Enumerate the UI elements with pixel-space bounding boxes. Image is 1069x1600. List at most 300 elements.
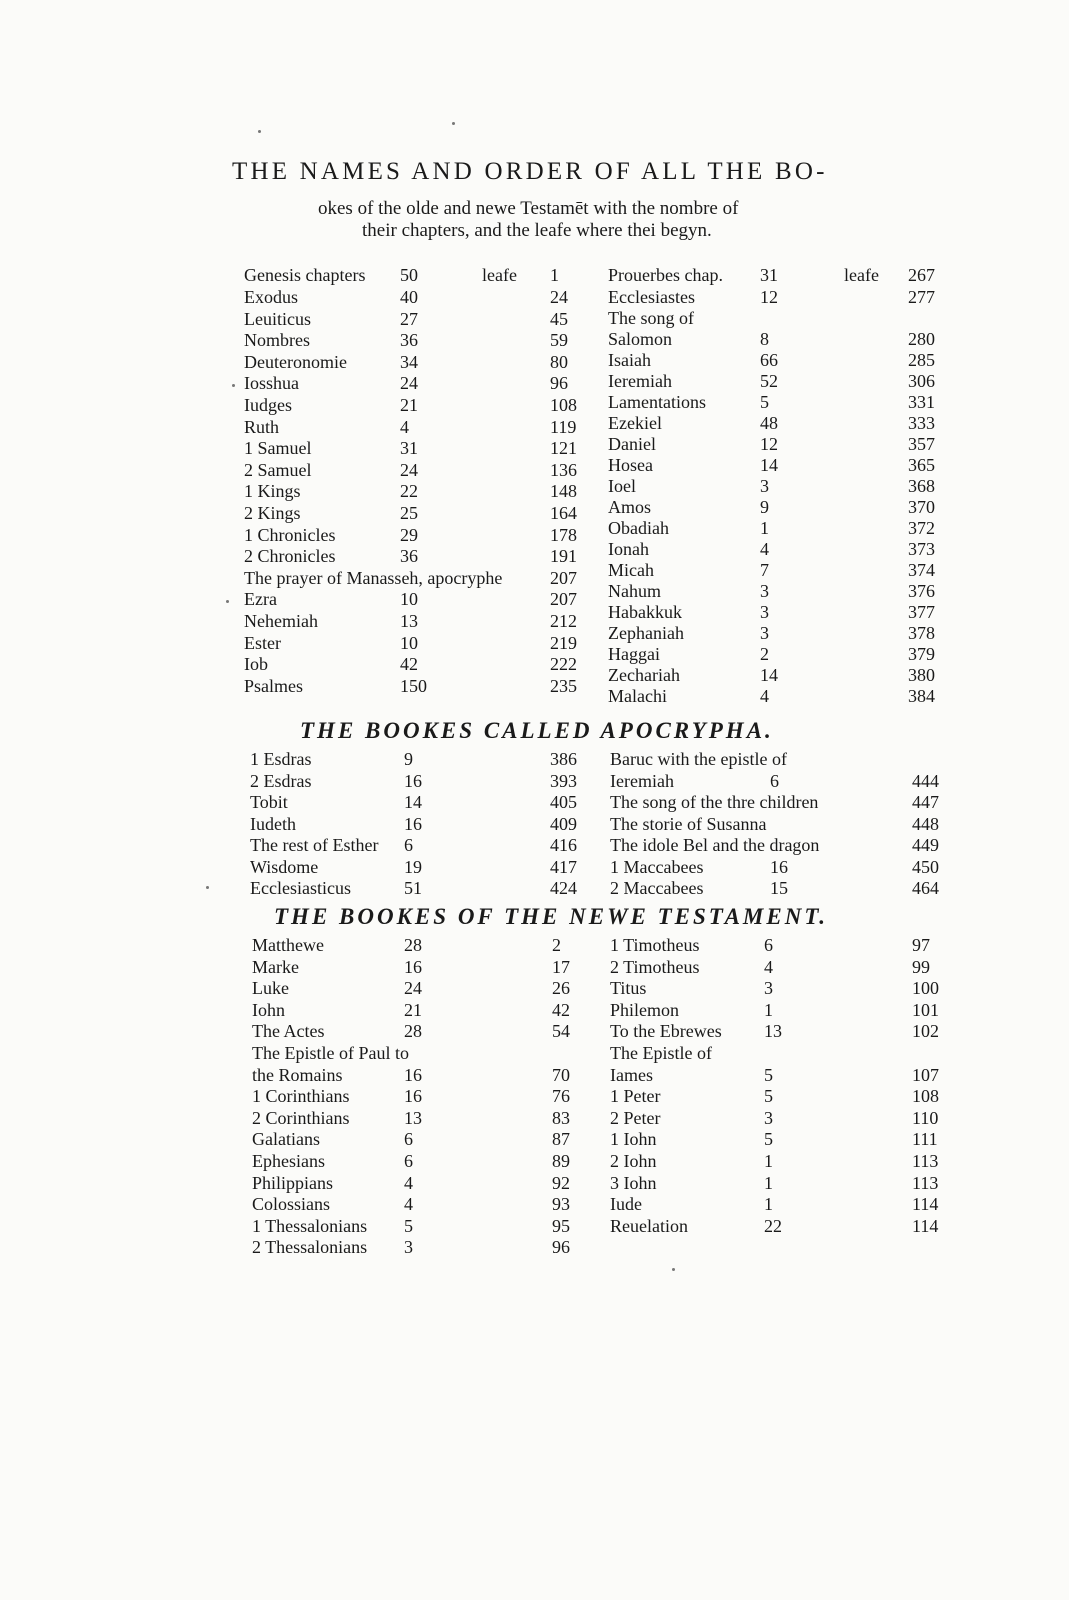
book-name: 2 Peter <box>610 1107 661 1128</box>
book-row <box>252 1215 612 1237</box>
book-name: Deuteronomie <box>244 351 347 372</box>
book-row <box>244 286 610 308</box>
leafe-number: 17 <box>552 956 570 977</box>
leafe-number: 448 <box>912 813 939 834</box>
book-row <box>608 643 968 665</box>
leafe-number: 70 <box>552 1064 570 1085</box>
book-row <box>244 545 610 567</box>
chapter-count: 28 <box>404 1021 422 1042</box>
book-row <box>252 1042 612 1064</box>
book-row <box>244 588 610 610</box>
book-row <box>250 813 610 835</box>
book-row <box>244 329 610 351</box>
leafe-label: leafe <box>844 265 879 285</box>
book-name: Malachi <box>608 686 667 706</box>
chapter-count: 1 <box>764 999 773 1020</box>
leafe-number: 447 <box>912 792 939 812</box>
leafe-number: 59 <box>550 330 568 351</box>
chapter-count: 40 <box>400 287 418 307</box>
leafe-number: 113 <box>912 1151 939 1171</box>
book-row <box>608 370 968 392</box>
book-row <box>244 567 610 589</box>
leafe-number: 368 <box>908 476 935 496</box>
book-name: Obadiah <box>608 518 669 538</box>
leafe-number: 378 <box>908 623 935 643</box>
chapter-count: 21 <box>404 999 422 1020</box>
chapter-count: 27 <box>400 308 418 329</box>
book-name: 2 Kings <box>244 503 301 523</box>
book-name: The song of the thre children <box>610 792 819 812</box>
chapter-count: 50 <box>400 265 418 285</box>
book-name: Philippians <box>252 1172 334 1193</box>
chapter-count: 14 <box>760 665 778 685</box>
book-row <box>252 999 612 1021</box>
book-name: 1 Esdras <box>250 749 312 769</box>
book-name: Marke <box>252 956 299 977</box>
apocrypha-heading: THE BOOKES CALLED APOCRYPHA. <box>300 718 774 743</box>
leafe-number: 331 <box>908 392 935 412</box>
book-name: Lamentations <box>608 392 706 412</box>
book-name: Daniel <box>608 434 656 454</box>
chapter-count: 14 <box>760 455 778 475</box>
leafe-number: 424 <box>550 878 577 898</box>
chapter-count: 16 <box>404 813 422 834</box>
book-name: Amos <box>608 497 652 517</box>
book-name: Psalmes <box>244 675 304 696</box>
book-name: Iudeth <box>250 813 296 834</box>
new-testament-heading: THE BOOKES OF THE NEWE TESTAMENT. <box>274 904 829 929</box>
chapter-count: 19 <box>404 856 422 877</box>
chapter-count: 16 <box>770 856 788 877</box>
book-name: 2 Chronicles <box>244 546 336 567</box>
chapter-count: 1 <box>764 1151 773 1171</box>
chapter-count: 2 <box>760 644 769 664</box>
chapter-count: 16 <box>404 1086 422 1107</box>
book-name: Ezekiel <box>608 413 662 433</box>
page-title: THE NAMES AND ORDER OF ALL THE BO- <box>232 158 828 185</box>
book-row <box>244 480 610 502</box>
leafe-number: 92 <box>552 1172 570 1193</box>
chapter-count: 3 <box>760 623 769 643</box>
book-row <box>252 1128 612 1150</box>
book-name: 1 Iohn <box>610 1129 657 1150</box>
book-name: 2 Esdras <box>250 770 312 791</box>
chapter-count: 31 <box>400 438 418 459</box>
leafe-number: 113 <box>912 1172 939 1193</box>
chapter-count: 22 <box>764 1215 782 1236</box>
chapter-count: 31 <box>760 265 778 285</box>
ink-speck <box>258 130 261 133</box>
book-name: The song of <box>608 308 694 328</box>
chapter-count: 9 <box>760 497 769 517</box>
book-name: Prouerbes chap. <box>608 265 723 285</box>
book-row <box>610 1064 972 1086</box>
leafe-number: 372 <box>908 518 935 538</box>
book-name: Luke <box>252 978 289 999</box>
chapter-count: 3 <box>760 602 769 622</box>
book-row <box>610 834 972 856</box>
book-row <box>610 1085 972 1107</box>
book-name: 3 Iohn <box>610 1172 657 1193</box>
book-row <box>610 791 972 813</box>
leafe-number: 114 <box>912 1215 939 1236</box>
book-name: Isaiah <box>608 350 651 370</box>
leafe-number: 207 <box>550 567 577 588</box>
leafe-number: 377 <box>908 602 935 622</box>
book-row <box>610 1128 972 1150</box>
leafe-number: 444 <box>912 770 939 791</box>
leafe-number: 386 <box>550 749 577 769</box>
chapter-count: 14 <box>404 792 422 812</box>
book-row <box>610 1020 972 1042</box>
leafe-number: 2 <box>552 935 561 955</box>
leafe-number: 119 <box>550 416 577 437</box>
leafe-label: leafe <box>482 265 517 285</box>
book-row <box>252 1150 612 1172</box>
leafe-number: 95 <box>552 1215 570 1236</box>
book-name: Nombres <box>244 330 310 351</box>
book-name: 2 Corinthians <box>252 1107 350 1128</box>
ink-speck <box>232 384 235 387</box>
chapter-count: 13 <box>764 1021 782 1042</box>
book-name: To the Ebrewes <box>610 1021 722 1042</box>
chapter-count: 5 <box>764 1064 773 1085</box>
book-name: The rest of Esther <box>250 835 379 855</box>
book-row <box>608 412 968 434</box>
leafe-number: 365 <box>908 455 935 475</box>
book-name: Salomon <box>608 329 673 349</box>
chapter-count: 6 <box>404 835 413 855</box>
book-name: Leuiticus <box>244 308 311 329</box>
chapter-count: 1 <box>764 1172 773 1193</box>
chapter-count: 10 <box>400 589 418 610</box>
book-name: Micah <box>608 560 654 580</box>
book-name: the Romains <box>252 1064 343 1085</box>
chapter-count: 3 <box>760 581 769 601</box>
chapter-count: 16 <box>404 956 422 977</box>
chapter-count: 6 <box>764 935 773 955</box>
chapter-count: 4 <box>404 1194 413 1215</box>
book-name: 2 Samuel <box>244 459 312 480</box>
chapter-count: 5 <box>404 1215 413 1236</box>
book-row <box>608 517 968 539</box>
book-row <box>608 580 968 602</box>
chapter-count: 4 <box>760 686 769 706</box>
chapter-count: 6 <box>404 1129 413 1150</box>
book-name: Nahum <box>608 581 661 601</box>
chapter-count: 9 <box>404 749 413 769</box>
book-row <box>608 601 968 623</box>
leafe-number: 333 <box>908 413 935 433</box>
leafe-number: 110 <box>912 1107 939 1128</box>
book-row <box>608 286 968 308</box>
book-name: 2 Iohn <box>610 1151 657 1171</box>
book-name: Baruc with the epistle of <box>610 749 787 769</box>
book-name: The Actes <box>252 1021 325 1042</box>
book-row <box>608 433 968 455</box>
book-name: Iude <box>610 1194 642 1215</box>
leafe-number: 191 <box>550 546 577 567</box>
ink-speck <box>452 122 455 125</box>
book-name: Philemon <box>610 999 680 1020</box>
book-name: Ecclesiasticus <box>250 878 351 898</box>
book-row <box>608 475 968 497</box>
leafe-number: 111 <box>912 1129 938 1150</box>
leafe-number: 280 <box>908 329 935 349</box>
leafe-number: 96 <box>552 1237 570 1258</box>
book-row <box>608 349 968 371</box>
chapter-count: 15 <box>770 878 788 898</box>
leafe-number: 219 <box>550 632 577 653</box>
book-row <box>610 856 972 878</box>
book-row <box>244 351 610 373</box>
book-row <box>244 524 610 546</box>
book-name: Ieremiah <box>610 770 674 791</box>
leafe-number: 374 <box>908 560 935 580</box>
book-row <box>610 877 972 899</box>
chapter-count: 36 <box>400 330 418 351</box>
chapter-count: 52 <box>760 371 778 391</box>
book-name: The storie of Susanna <box>610 813 767 834</box>
book-name: Iosshua <box>244 373 299 394</box>
leafe-number: 101 <box>912 999 939 1020</box>
chapter-count: 24 <box>400 373 418 394</box>
book-name: Nehemiah <box>244 611 318 631</box>
leafe-number: 449 <box>912 835 939 855</box>
book-row <box>244 675 610 697</box>
leafe-number: 114 <box>912 1194 939 1215</box>
chapter-count: 7 <box>760 560 769 580</box>
chapter-count: 24 <box>400 459 418 480</box>
book-name: Genesis chapters <box>244 265 366 285</box>
leafe-number: 405 <box>550 792 577 812</box>
chapter-count: 36 <box>400 546 418 567</box>
chapter-count: 4 <box>760 539 769 559</box>
leafe-number: 1 <box>550 265 559 285</box>
leafe-number: 102 <box>912 1021 939 1042</box>
chapter-count: 3 <box>760 476 769 496</box>
leafe-number: 409 <box>550 813 577 834</box>
book-row <box>610 1042 972 1064</box>
book-row <box>610 1193 972 1215</box>
leafe-number: 26 <box>552 978 570 999</box>
leafe-number: 178 <box>550 524 577 545</box>
chapter-count: 25 <box>400 503 418 523</box>
book-row <box>244 416 610 438</box>
book-row <box>252 956 612 978</box>
book-name: The prayer of Manasseh, apocryphe <box>244 567 503 588</box>
book-row <box>608 622 968 644</box>
book-row <box>250 748 610 770</box>
chapter-count: 4 <box>764 956 773 977</box>
book-row <box>244 394 610 416</box>
leafe-number: 306 <box>908 371 935 391</box>
chapter-count: 16 <box>404 770 422 791</box>
chapter-count: 42 <box>400 654 418 675</box>
chapter-count: 29 <box>400 524 418 545</box>
book-row <box>252 1085 612 1107</box>
leafe-number: 107 <box>912 1064 939 1085</box>
leafe-number: 54 <box>552 1021 570 1042</box>
book-row <box>250 877 610 899</box>
leafe-number: 83 <box>552 1107 570 1128</box>
leafe-number: 80 <box>550 351 568 372</box>
chapter-count: 21 <box>400 395 418 415</box>
chapter-count: 22 <box>400 481 418 502</box>
book-row <box>252 1172 612 1194</box>
book-row <box>608 685 968 707</box>
subtitle-line-2: their chapters, and the leafe where thei begyn. <box>362 220 712 241</box>
chapter-count: 1 <box>764 1194 773 1215</box>
book-name: Iob <box>244 654 268 675</box>
leafe-number: 212 <box>550 611 577 631</box>
book-name: Titus <box>610 978 647 999</box>
chapter-count: 3 <box>764 1107 773 1128</box>
book-name: 2 Maccabees <box>610 878 704 898</box>
chapter-count: 6 <box>770 770 779 791</box>
leafe-number: 393 <box>550 770 577 791</box>
leafe-number: 108 <box>550 395 577 415</box>
leafe-number: 76 <box>552 1086 570 1107</box>
leafe-number: 267 <box>908 265 935 285</box>
chapter-count: 4 <box>404 1172 413 1193</box>
book-name: The Epistle of Paul to <box>252 1043 409 1063</box>
book-row <box>250 791 610 813</box>
book-row <box>610 956 972 978</box>
book-name: Zephaniah <box>608 623 684 643</box>
book-name: 1 Timotheus <box>610 935 700 955</box>
book-name: 1 Corinthians <box>252 1086 350 1107</box>
book-row <box>610 748 972 770</box>
leafe-number: 108 <box>912 1086 939 1107</box>
book-name: Iames <box>610 1064 653 1085</box>
book-name: Zechariah <box>608 665 680 685</box>
chapter-count: 6 <box>404 1151 413 1171</box>
book-name: Colossians <box>252 1194 331 1215</box>
book-row <box>244 632 610 654</box>
chapter-count: 16 <box>404 1064 422 1085</box>
leafe-number: 100 <box>912 978 939 999</box>
leafe-number: 417 <box>550 856 577 877</box>
chapter-count: 3 <box>764 978 773 999</box>
leafe-number: 89 <box>552 1151 570 1171</box>
book-row <box>610 1107 972 1129</box>
book-name: 2 Timotheus <box>610 956 700 977</box>
chapter-count: 66 <box>760 350 778 370</box>
book-row <box>608 538 968 560</box>
book-row <box>252 1064 612 1086</box>
book-row <box>252 1236 612 1258</box>
leafe-number: 370 <box>908 497 935 517</box>
chapter-count: 8 <box>760 329 769 349</box>
chapter-count: 12 <box>760 287 778 307</box>
book-name: Matthewe <box>252 935 324 955</box>
book-row <box>610 999 972 1021</box>
chapter-count: 51 <box>404 878 422 898</box>
leafe-number: 99 <box>912 956 930 977</box>
leafe-number: 121 <box>550 438 577 459</box>
leafe-number: 97 <box>912 935 930 955</box>
book-row <box>244 502 610 524</box>
book-row <box>608 307 968 329</box>
book-name: Ioel <box>608 476 636 496</box>
book-name: Exodus <box>244 287 298 307</box>
book-row <box>252 1107 612 1129</box>
old-testament-header-row <box>244 264 964 286</box>
book-row <box>244 459 610 481</box>
leafe-number: 416 <box>550 835 577 855</box>
leafe-number: 384 <box>908 686 935 706</box>
chapter-count: 5 <box>764 1129 773 1150</box>
leafe-number: 376 <box>908 581 935 601</box>
book-name: Wisdome <box>250 856 319 877</box>
book-row <box>610 1150 972 1172</box>
book-name: Ionah <box>608 539 649 559</box>
book-name: Haggai <box>608 644 660 664</box>
leafe-number: 96 <box>550 373 568 394</box>
book-name: Iudges <box>244 395 292 415</box>
chapter-count: 3 <box>404 1237 413 1258</box>
book-row <box>610 977 972 999</box>
book-name: Ieremiah <box>608 371 672 391</box>
chapter-count: 12 <box>760 434 778 454</box>
chapter-count: 150 <box>400 675 427 696</box>
leafe-number: 87 <box>552 1129 570 1150</box>
book-row <box>608 559 968 581</box>
chapter-count: 1 <box>760 518 769 538</box>
book-row <box>608 496 968 518</box>
book-name: Galatians <box>252 1129 320 1150</box>
book-row <box>610 1172 972 1194</box>
book-name: 1 Kings <box>244 481 301 502</box>
book-row <box>610 934 972 956</box>
leafe-number: 207 <box>550 589 577 610</box>
leafe-number: 235 <box>550 675 577 696</box>
leafe-number: 164 <box>550 503 577 523</box>
book-name: Ruth <box>244 416 280 437</box>
leafe-number: 45 <box>550 308 568 329</box>
book-row <box>250 834 610 856</box>
book-name: 1 Chronicles <box>244 524 336 545</box>
book-name: Tobit <box>250 792 288 812</box>
book-row <box>252 934 612 956</box>
book-row <box>244 653 610 675</box>
book-row <box>608 328 968 350</box>
book-row <box>610 1215 972 1237</box>
book-row <box>244 308 610 330</box>
book-row <box>608 391 968 413</box>
chapter-count: 4 <box>400 416 409 437</box>
chapter-count: 5 <box>764 1086 773 1107</box>
leafe-number: 373 <box>908 539 935 559</box>
chapter-count: 24 <box>404 978 422 999</box>
book-name: Habakkuk <box>608 602 682 622</box>
book-name: The Epistle of <box>610 1043 712 1063</box>
book-row <box>610 770 972 792</box>
chapter-count: 28 <box>404 935 422 955</box>
book-name: Ephesians <box>252 1151 325 1171</box>
leafe-number: 42 <box>552 999 570 1020</box>
book-name: 1 Samuel <box>244 438 312 459</box>
subtitle-line-1: okes of the olde and newe Testamēt with the nombre of <box>318 198 739 219</box>
leafe-number: 222 <box>550 654 577 675</box>
chapter-count: 48 <box>760 413 778 433</box>
book-name: 1 Maccabees <box>610 856 704 877</box>
chapter-count: 13 <box>404 1107 422 1128</box>
leafe-number: 379 <box>908 644 935 664</box>
book-name: Ester <box>244 632 281 653</box>
book-name: 2 Thessalonians <box>252 1237 368 1258</box>
